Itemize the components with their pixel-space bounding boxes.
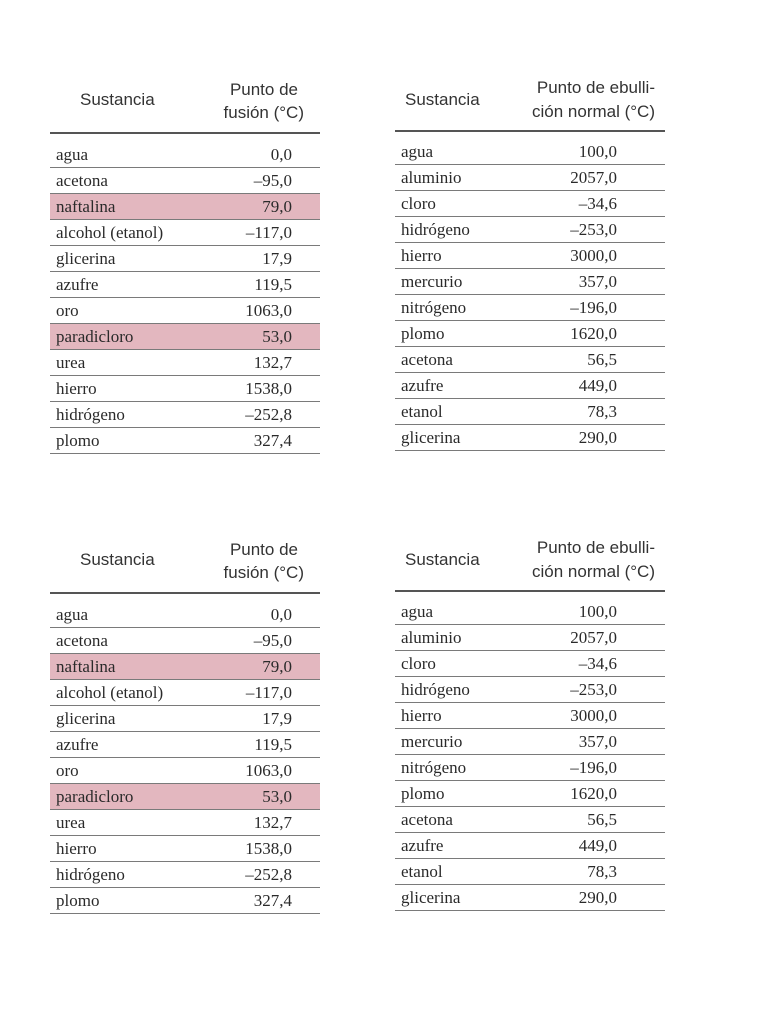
substance-value: –253,0: [570, 220, 617, 239]
table-row: [50, 168, 320, 194]
table-row: [395, 781, 665, 807]
substance-value: 1620,0: [570, 784, 617, 803]
substance-name: glicerina: [56, 709, 116, 728]
substance-value: 79,0: [262, 657, 292, 676]
substance-name: plomo: [56, 431, 100, 450]
substance-value: 357,0: [578, 732, 617, 751]
table-row: [395, 859, 665, 885]
table-row: [395, 165, 665, 191]
substance-name: hidrógeno: [401, 220, 470, 239]
substance-value: –252,8: [245, 405, 292, 424]
substance-value: 53,0: [262, 787, 292, 806]
header-rule: [395, 590, 665, 592]
header-substance: Sustancia: [80, 550, 155, 569]
substance-value: 449,0: [578, 376, 617, 395]
table-row: [395, 677, 665, 703]
table-body: [395, 139, 665, 451]
table-body: [50, 602, 320, 914]
substance-value: –196,0: [570, 298, 617, 317]
table-row-highlighted: [50, 784, 320, 810]
substance-name: cloro: [401, 194, 436, 213]
substance-name: paradicloro: [56, 327, 134, 346]
substance-value: 132,7: [253, 353, 292, 372]
table-row: [50, 810, 320, 836]
substance-value: –117,0: [245, 683, 292, 702]
substance-name: paradicloro: [56, 787, 134, 806]
table-row: [395, 807, 665, 833]
substance-value: 0,0: [270, 145, 292, 164]
substance-name: acetona: [56, 631, 108, 650]
substance-value: 56,5: [587, 350, 617, 369]
table-row: [50, 246, 320, 272]
table-row: [395, 885, 665, 911]
header-rule: [395, 130, 665, 132]
header-value-line1: Punto de ebulli-: [536, 78, 655, 97]
table-row: [50, 836, 320, 862]
substance-value: 100,0: [578, 142, 617, 161]
substance-name: naftalina: [56, 197, 116, 216]
substance-name: acetona: [56, 171, 108, 190]
substance-name: plomo: [56, 891, 100, 910]
table-row: [395, 191, 665, 217]
substance-value: 449,0: [578, 836, 617, 855]
substance-value: 290,0: [578, 428, 617, 447]
substance-name: azufre: [401, 376, 444, 395]
melting-point-table: [50, 532, 320, 927]
table-row: [395, 729, 665, 755]
substance-value: 1063,0: [245, 301, 292, 320]
table-row: [50, 272, 320, 298]
table-row: [50, 628, 320, 654]
table-row: [395, 243, 665, 269]
substance-value: 119,5: [254, 735, 292, 754]
table-body: [395, 599, 665, 911]
substance-value: 119,5: [254, 275, 292, 294]
substance-name: plomo: [401, 784, 445, 803]
substance-name: hierro: [56, 379, 97, 398]
header-value-line1: Punto de ebulli-: [536, 538, 655, 557]
substance-name: hierro: [56, 839, 97, 858]
table-row: [395, 347, 665, 373]
substance-value: 327,4: [253, 891, 292, 910]
substance-value: –95,0: [253, 171, 292, 190]
substance-name: hierro: [401, 706, 442, 725]
header-value-line2: fusión (°C): [223, 563, 304, 582]
table-row: [395, 703, 665, 729]
substance-name: naftalina: [56, 657, 116, 676]
substance-name: nitrógeno: [401, 758, 467, 777]
header-rule: [50, 132, 320, 134]
header-value-line2: ción normal (°C): [532, 562, 655, 581]
substance-name: nitrógeno: [401, 298, 467, 317]
substance-name: azufre: [56, 275, 99, 294]
header-rule: [50, 592, 320, 594]
substance-name: alcohol (etanol): [56, 683, 164, 702]
table-row: [395, 425, 665, 451]
table-row: [50, 142, 320, 168]
table-row: [395, 321, 665, 347]
table-row: [50, 428, 320, 454]
substance-name: agua: [56, 145, 89, 164]
substance-value: –95,0: [253, 631, 292, 650]
substance-value: 1538,0: [245, 839, 292, 858]
substance-name: acetona: [401, 350, 453, 369]
substance-name: glicerina: [401, 428, 461, 447]
table-row-highlighted: [50, 324, 320, 350]
substance-name: agua: [401, 602, 434, 621]
substance-name: etanol: [401, 862, 443, 881]
substance-value: 1063,0: [245, 761, 292, 780]
substance-name: mercurio: [401, 732, 463, 751]
substance-value: 79,0: [262, 197, 292, 216]
substance-name: hidrógeno: [56, 405, 125, 424]
substance-name: oro: [56, 301, 79, 320]
table-row: [50, 602, 320, 628]
header-value-line1: Punto de: [229, 540, 298, 559]
substance-name: mercurio: [401, 272, 463, 291]
substance-name: aluminio: [401, 628, 462, 647]
substance-value: 56,5: [587, 810, 617, 829]
substance-value: –34,6: [578, 654, 617, 673]
table-row: [50, 732, 320, 758]
substance-value: 132,7: [253, 813, 292, 832]
table-row: [395, 399, 665, 425]
substance-value: 100,0: [578, 602, 617, 621]
boiling-point-table: [395, 72, 665, 467]
substance-name: urea: [56, 353, 86, 372]
substance-value: 290,0: [578, 888, 617, 907]
substance-value: 53,0: [262, 327, 292, 346]
substance-value: –34,6: [578, 194, 617, 213]
table-row: [50, 220, 320, 246]
substance-value: 0,0: [270, 605, 292, 624]
substance-value: –196,0: [570, 758, 617, 777]
table-row: [395, 625, 665, 651]
substance-value: 1538,0: [245, 379, 292, 398]
substance-name: aluminio: [401, 168, 462, 187]
substance-name: agua: [401, 142, 434, 161]
substance-value: 17,9: [262, 709, 292, 728]
substance-value: 327,4: [253, 431, 292, 450]
table-row: [50, 680, 320, 706]
substance-name: azufre: [56, 735, 99, 754]
substance-name: plomo: [401, 324, 445, 343]
header-value-line1: Punto de: [229, 80, 298, 99]
substance-name: alcohol (etanol): [56, 223, 164, 242]
header-substance: Sustancia: [405, 550, 480, 569]
substance-name: agua: [56, 605, 89, 624]
table-row: [50, 402, 320, 428]
table-row: [395, 295, 665, 321]
table-row: [395, 755, 665, 781]
melting-point-table: [50, 72, 320, 467]
table-row: [50, 888, 320, 914]
substance-value: –117,0: [245, 223, 292, 242]
table-row: [50, 862, 320, 888]
substance-value: 1620,0: [570, 324, 617, 343]
substance-value: 78,3: [587, 402, 617, 421]
table-row: [395, 833, 665, 859]
table-row: [395, 217, 665, 243]
table-row: [395, 599, 665, 625]
substance-value: 78,3: [587, 862, 617, 881]
substance-name: etanol: [401, 402, 443, 421]
header-substance: Sustancia: [80, 90, 155, 109]
substance-name: oro: [56, 761, 79, 780]
header-value-line2: fusión (°C): [223, 103, 304, 122]
substance-value: –252,8: [245, 865, 292, 884]
table-body: [50, 142, 320, 454]
substance-name: cloro: [401, 654, 436, 673]
table-row: [50, 706, 320, 732]
boiling-point-table: [395, 532, 665, 927]
substance-value: 2057,0: [570, 168, 617, 187]
table-row: [50, 298, 320, 324]
substance-name: hidrógeno: [56, 865, 125, 884]
substance-name: glicerina: [401, 888, 461, 907]
table-row: [50, 758, 320, 784]
table-row-highlighted: [50, 654, 320, 680]
header-value-line2: ción normal (°C): [532, 102, 655, 121]
header-substance: Sustancia: [405, 90, 480, 109]
substance-name: glicerina: [56, 249, 116, 268]
substance-name: acetona: [401, 810, 453, 829]
table-row: [50, 376, 320, 402]
substance-name: azufre: [401, 836, 444, 855]
table-row: [395, 269, 665, 295]
table-row: [50, 350, 320, 376]
substance-value: 3000,0: [570, 246, 617, 265]
substance-value: 357,0: [578, 272, 617, 291]
substance-value: 3000,0: [570, 706, 617, 725]
substance-value: 2057,0: [570, 628, 617, 647]
substance-name: hidrógeno: [401, 680, 470, 699]
substance-name: urea: [56, 813, 86, 832]
table-row: [395, 373, 665, 399]
table-row: [395, 651, 665, 677]
substance-value: –253,0: [570, 680, 617, 699]
table-row: [395, 139, 665, 165]
table-row-highlighted: [50, 194, 320, 220]
substance-name: hierro: [401, 246, 442, 265]
substance-value: 17,9: [262, 249, 292, 268]
